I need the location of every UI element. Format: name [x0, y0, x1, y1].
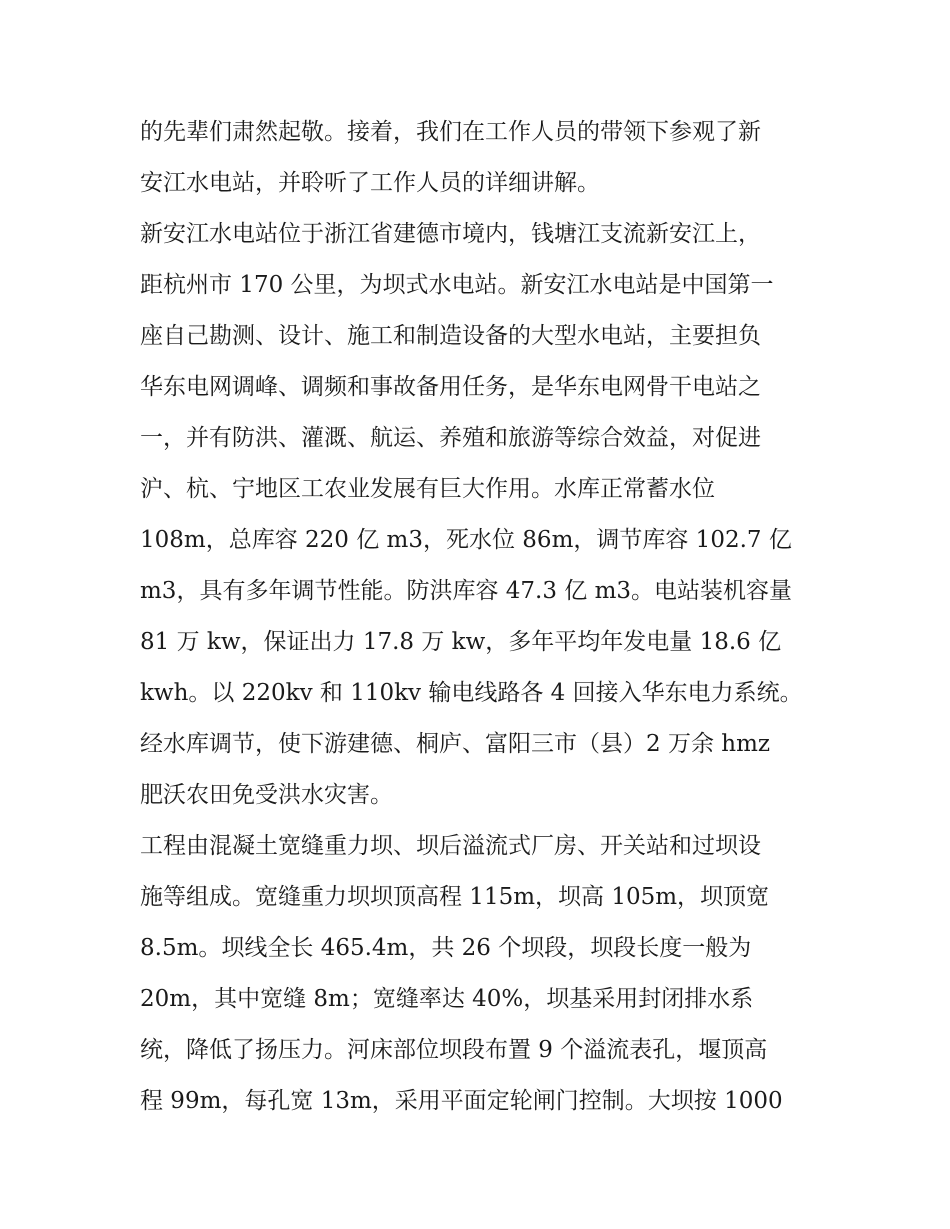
text-line: 8.5m。坝线全长 465.4m，共 26 个坝段，坝段长度一般为	[140, 935, 752, 961]
body-text	[140, 110, 820, 1130]
text-line: 经水库调节，使下游建德、桐庐、富阳三市（县）2 万余 hmz	[140, 731, 770, 757]
text-line: 的先辈们肃然起敬。接着，我们在工作人员的带领下参观了新	[140, 119, 761, 145]
text-line: 一，并有防洪、灌溉、航运、养殖和旅游等综合效益，对促进	[140, 425, 761, 451]
text-line: 肥沃农田免受洪水灾害。	[140, 782, 393, 808]
text-line: 安江水电站，并聆听了工作人员的详细讲解。	[140, 170, 600, 196]
text-line: 新安江水电站位于浙江省建德市境内，钱塘江支流新安江上，	[140, 221, 761, 247]
text-line: 108m，总库容 220 亿 m3，死水位 86m，调节库容 102.7 亿	[140, 527, 792, 553]
text-line: 施等组成。宽缝重力坝坝顶高程 115m，坝高 105m，坝顶宽	[140, 884, 770, 910]
text-line: 统，降低了扬压力。河床部位坝段布置 9 个溢流表孔，堰顶高	[140, 1037, 768, 1063]
text-line: 距杭州市 170 公里，为坝式水电站。新安江水电站是中国第一	[140, 272, 774, 298]
text-line: 沪、杭、宁地区工农业发展有巨大作用。水库正常蓄水位	[140, 476, 715, 502]
text-line: 81 万 kw，保证出力 17.8 万 kw，多年平均年发电量 18.6 亿	[140, 629, 782, 655]
text-line: 程 99m，每孔宽 13m，采用平面定轮闸门控制。大坝按 1000	[140, 1088, 783, 1114]
text-line: kwh。以 220kv 和 110kv 输电线路各 4 回接入华东电力系统。	[140, 680, 803, 706]
text-line: 工程由混凝土宽缝重力坝、坝后溢流式厂房、开关站和过坝设	[140, 833, 761, 859]
text-line: 20m，其中宽缝 8m；宽缝率达 40%，坝基采用封闭排水系	[140, 986, 754, 1012]
text-line: 华东电网调峰、调频和事故备用任务，是华东电网骨干电站之	[140, 374, 761, 400]
text-line: 座自己勘测、设计、施工和制造设备的大型水电站，主要担负	[140, 323, 761, 349]
text-line: m3，具有多年调节性能。防洪库容 47.3 亿 m3。电站装机容量	[140, 578, 793, 604]
